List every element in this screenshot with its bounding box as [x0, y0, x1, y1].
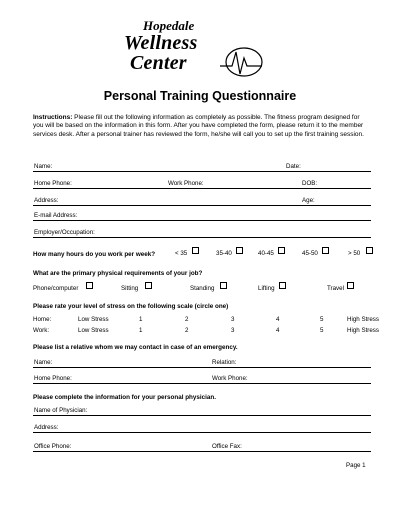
emergency-home-phone-field[interactable]: Home Phone:: [33, 375, 211, 384]
stress-1-option[interactable]: 1: [139, 327, 143, 334]
logo: [118, 18, 268, 80]
stress-1-option[interactable]: 1: [139, 316, 143, 323]
high-stress-label: High Stress: [347, 327, 379, 334]
hours-question: How many hours do you work per week?: [33, 251, 156, 258]
hours-option-label: 45-50: [302, 250, 318, 257]
sitting-checkbox[interactable]: [145, 282, 152, 289]
logo-hopedale: Hopedale: [143, 18, 195, 33]
physician-office-fax-field[interactable]: Office Fax:: [211, 443, 371, 452]
hours-40-45-checkbox[interactable]: [278, 247, 285, 254]
dob-field[interactable]: DOB:: [301, 180, 371, 189]
page-title: Personal Training Questionnaire: [103, 89, 297, 103]
low-stress-label: Low Stress: [78, 316, 109, 323]
lifting-checkbox[interactable]: [279, 282, 286, 289]
stress-row-label: Work:: [33, 327, 50, 334]
physician-name-field[interactable]: Name of Physician:: [33, 407, 371, 416]
physician-question: Please complete the information for your personal physician.: [33, 394, 217, 401]
stress-4-option[interactable]: 4: [276, 316, 280, 323]
physician-address-field[interactable]: Address:: [33, 424, 371, 433]
hours-option-label: 35-40: [216, 250, 232, 257]
physical-option-label: Phone/computer: [33, 285, 79, 292]
emergency-relation-field[interactable]: Relation:: [211, 359, 371, 368]
page-number: Page 1: [346, 462, 366, 469]
instructions: [33, 114, 371, 139]
instructions-text: Please fill out the following information as completely as possible. The fitness program designed for you will be based on the information in this form. After you have completed the form, please return it to the member services desk. After a personal trainer has reviewed the form, he/she will call you to set up the first training session.: [33, 114, 364, 138]
stress-2-option[interactable]: 2: [185, 327, 189, 334]
heartbeat-logo-icon: [218, 46, 264, 78]
stress-3-option[interactable]: 3: [231, 316, 235, 323]
date-field[interactable]: Date:: [285, 163, 371, 172]
employer-field[interactable]: Employer/Occupation:: [33, 229, 371, 238]
instructions-label: Instructions:: [33, 114, 73, 121]
physical-question: What are the primary physical requirements of your job?: [33, 270, 203, 277]
emergency-name-field[interactable]: Name:: [33, 359, 211, 368]
stress-2-option[interactable]: 2: [185, 316, 189, 323]
hours-35-40-checkbox[interactable]: [236, 247, 243, 254]
work-phone-field[interactable]: Work Phone:: [167, 180, 301, 189]
logo-wellness: Wellness: [124, 32, 198, 54]
hours-lt35-checkbox[interactable]: [192, 247, 199, 254]
physical-option-label: Travel: [327, 285, 344, 292]
stress-row-label: Home:: [33, 316, 52, 323]
stress-5-option[interactable]: 5: [320, 327, 324, 334]
standing-checkbox[interactable]: [220, 282, 227, 289]
stress-5-option[interactable]: 5: [320, 316, 324, 323]
physician-office-phone-field[interactable]: Office Phone:: [33, 443, 211, 452]
physical-option-label: Sitting: [121, 285, 139, 292]
emergency-question: Please list a relative whom we may contact in case of an emergency.: [33, 344, 238, 351]
logo-center: Center: [130, 52, 187, 74]
hours-option-label: < 35: [175, 250, 188, 257]
hours-option-label: > 50: [348, 250, 361, 257]
name-field[interactable]: Name:: [33, 163, 285, 172]
high-stress-label: High Stress: [347, 316, 379, 323]
travel-checkbox[interactable]: [347, 282, 354, 289]
low-stress-label: Low Stress: [78, 327, 109, 334]
emergency-work-phone-field[interactable]: Work Phone:: [211, 375, 371, 384]
stress-question: Please rate your level of stress on the following scale (circle one): [33, 303, 229, 310]
email-field[interactable]: E-mail Address:: [33, 212, 371, 221]
hours-45-50-checkbox[interactable]: [322, 247, 329, 254]
stress-4-option[interactable]: 4: [276, 327, 280, 334]
stress-3-option[interactable]: 3: [231, 327, 235, 334]
age-field[interactable]: Age:: [301, 197, 371, 206]
physical-option-label: Standing: [190, 285, 215, 292]
phone-computer-checkbox[interactable]: [86, 282, 93, 289]
hours-gt50-checkbox[interactable]: [366, 247, 373, 254]
home-phone-field[interactable]: Home Phone:: [33, 180, 167, 189]
physical-option-label: Lifting: [258, 285, 275, 292]
hours-option-label: 40-45: [258, 250, 274, 257]
address-field[interactable]: Address:: [33, 197, 301, 206]
